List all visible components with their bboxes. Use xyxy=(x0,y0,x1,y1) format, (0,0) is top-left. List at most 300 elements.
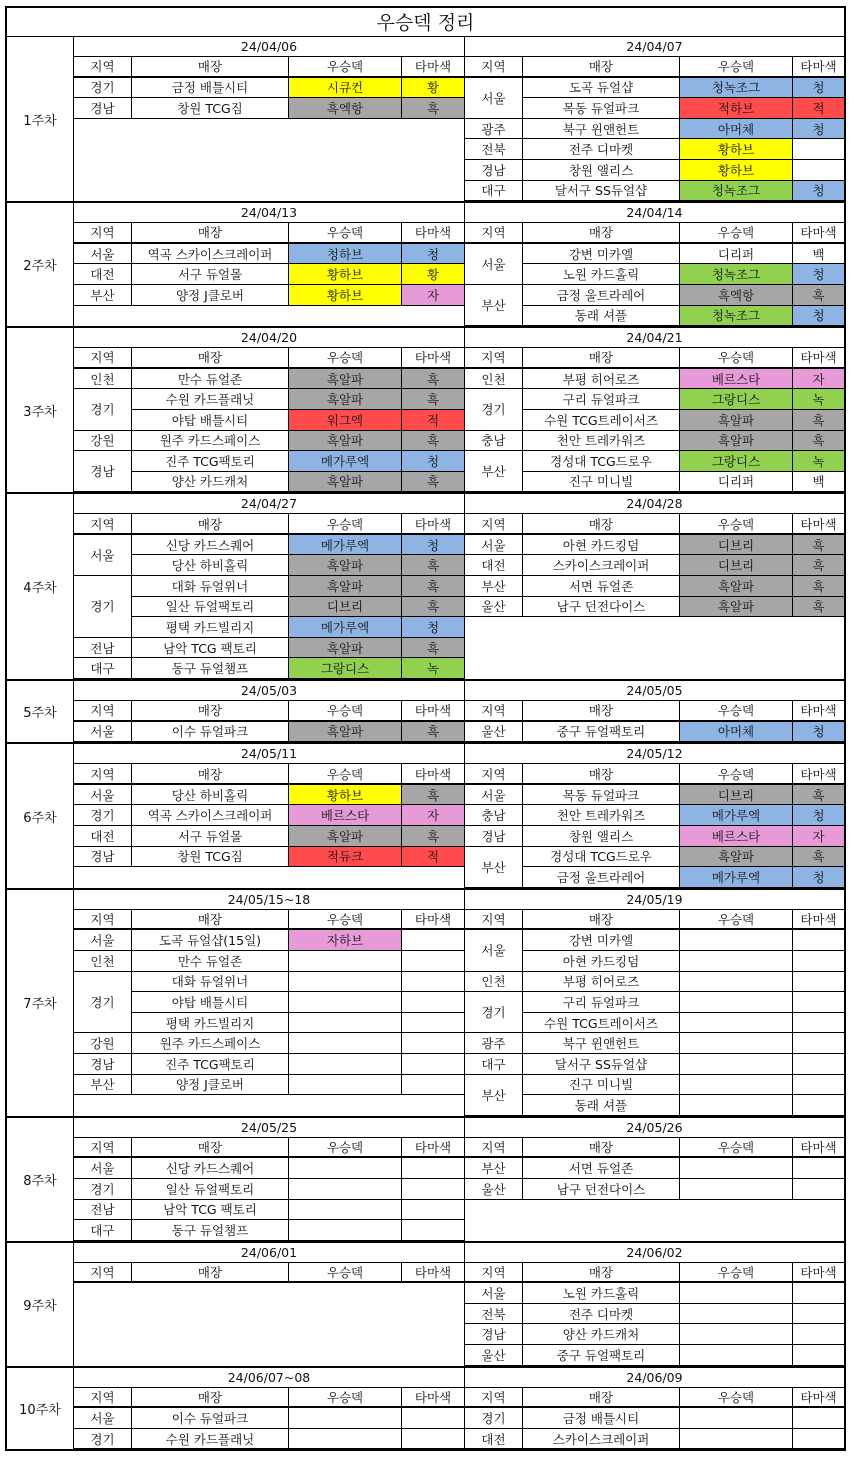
deck-cell xyxy=(680,1075,793,1096)
store-cell: 경성대 TCG드로우 xyxy=(523,451,680,472)
column-header: 지역 xyxy=(74,910,132,931)
store-cell: 이수 듀얼파크 xyxy=(132,1408,289,1429)
tama-color-cell: 청 xyxy=(793,181,844,202)
region-cell: 서울 xyxy=(74,1158,132,1179)
store-cell: 스카이스크레이퍼 xyxy=(523,1429,680,1450)
column-header: 매장 xyxy=(132,348,289,369)
column-header: 타마색 xyxy=(402,764,464,785)
region-cell: 대전 xyxy=(465,555,523,576)
deck-cell xyxy=(289,951,402,972)
column-header: 타마색 xyxy=(793,1263,844,1284)
store-cell: 진주 TCG팩토리 xyxy=(132,451,289,472)
tama-color-cell: 적 xyxy=(402,847,464,868)
tama-color-cell: 청 xyxy=(402,617,464,638)
column-header: 매장 xyxy=(132,514,289,535)
day-section xyxy=(465,203,844,326)
deck-cell xyxy=(680,1033,793,1054)
day-table xyxy=(465,223,844,326)
region-cell: 인천 xyxy=(74,951,132,972)
region-cell: 서울 xyxy=(465,244,523,285)
column-header: 우승덱 xyxy=(680,910,793,931)
tama-color-cell xyxy=(793,139,844,160)
region-cell: 전북 xyxy=(465,1304,523,1325)
region-cell: 서울 xyxy=(465,930,523,971)
column-header: 매장 xyxy=(523,223,680,244)
store-cell: 신당 카드스퀘어 xyxy=(132,535,289,556)
day-date: 24/05/25 xyxy=(74,1118,464,1138)
day-table xyxy=(465,701,844,742)
deck-cell xyxy=(289,1220,402,1241)
day-date: 24/04/14 xyxy=(465,203,844,223)
store-cell: 야탑 배틀시티 xyxy=(132,992,289,1013)
store-cell: 남악 TCG 팩토리 xyxy=(132,638,289,659)
region-cell: 경남 xyxy=(74,1054,132,1075)
store-cell: 동래 셔플 xyxy=(523,1095,680,1116)
store-cell: 중구 듀얼팩토리 xyxy=(523,1345,680,1366)
tama-color-cell: 흑 xyxy=(402,826,464,847)
tama-color-cell xyxy=(793,160,844,181)
column-header: 우승덱 xyxy=(289,910,402,931)
deck-cell: 베르스타 xyxy=(680,826,793,847)
deck-cell: 청녹조그 xyxy=(680,78,793,99)
region-cell: 강원 xyxy=(74,431,132,452)
region-cell: 대구 xyxy=(74,658,132,679)
region-cell: 경기 xyxy=(465,389,523,430)
region-cell: 광주 xyxy=(465,1033,523,1054)
deck-cell: 흑알파 xyxy=(680,847,793,868)
tama-color-cell: 흑 xyxy=(793,847,844,868)
deck-cell: 아머체 xyxy=(680,119,793,140)
column-header: 매장 xyxy=(523,764,680,785)
week-days xyxy=(74,1118,844,1241)
column-header: 타마색 xyxy=(402,1388,464,1409)
store-cell: 남악 TCG 팩토리 xyxy=(132,1200,289,1221)
tama-color-cell: 흑 xyxy=(793,785,844,806)
day-section xyxy=(74,681,465,742)
tama-color-cell: 황 xyxy=(402,78,464,99)
week-days xyxy=(74,37,844,201)
day-section xyxy=(74,890,465,1116)
region-cell: 서울 xyxy=(74,535,132,576)
store-cell: 북구 윈앤헌트 xyxy=(523,1033,680,1054)
day-table xyxy=(465,57,844,201)
store-cell: 강변 미카엘 xyxy=(523,930,680,951)
region-cell: 경기 xyxy=(465,992,523,1033)
region-cell: 서울 xyxy=(465,535,523,556)
region-cell: 서울 xyxy=(74,722,132,743)
week-days xyxy=(74,681,844,742)
tama-color-cell xyxy=(402,992,464,1013)
day-date: 24/06/09 xyxy=(465,1368,844,1388)
region-cell: 대전 xyxy=(465,1429,523,1450)
deck-cell: 흑알파 xyxy=(289,826,402,847)
deck-cell xyxy=(289,1429,402,1450)
column-header: 지역 xyxy=(74,764,132,785)
tama-color-cell: 흑 xyxy=(402,98,464,119)
region-cell: 인천 xyxy=(465,972,523,993)
tama-color-cell xyxy=(793,1179,844,1200)
week-label: 4주차 xyxy=(7,494,74,679)
week-block xyxy=(5,328,846,494)
column-header: 매장 xyxy=(132,1263,289,1284)
column-header: 타마색 xyxy=(793,910,844,931)
deck-cell: 베르스타 xyxy=(680,369,793,390)
column-header: 우승덱 xyxy=(289,514,402,535)
day-table xyxy=(74,1138,464,1241)
column-header: 우승덱 xyxy=(680,514,793,535)
deck-cell xyxy=(680,1095,793,1116)
day-section xyxy=(465,681,844,742)
store-cell: 일산 듀얼팩토리 xyxy=(132,1179,289,1200)
day-table xyxy=(465,764,844,888)
week-label: 1주차 xyxy=(7,37,74,201)
column-header: 우승덱 xyxy=(680,223,793,244)
deck-cell: 흑알파 xyxy=(289,472,402,493)
store-cell: 양산 카드캐처 xyxy=(523,1324,680,1345)
region-cell: 전남 xyxy=(74,1200,132,1221)
day-section xyxy=(465,328,844,492)
column-header: 우승덱 xyxy=(680,57,793,78)
store-cell: 남구 던전다이스 xyxy=(523,1179,680,1200)
column-header: 매장 xyxy=(523,1263,680,1284)
day-date: 24/05/19 xyxy=(465,890,844,910)
tama-color-cell xyxy=(793,1408,844,1429)
day-section xyxy=(465,1118,844,1241)
store-cell: 역곡 스카이스크레이퍼 xyxy=(132,805,289,826)
day-date: 24/05/03 xyxy=(74,681,464,701)
store-cell: 일산 듀얼팩토리 xyxy=(132,597,289,618)
week-label: 6주차 xyxy=(7,744,74,888)
tama-color-cell: 흑 xyxy=(793,555,844,576)
column-header: 매장 xyxy=(523,1388,680,1409)
store-cell: 수원 카드플래닛 xyxy=(132,389,289,410)
column-header: 지역 xyxy=(74,701,132,722)
store-cell: 목동 듀얼파크 xyxy=(523,785,680,806)
deck-cell xyxy=(680,1324,793,1345)
day-section xyxy=(465,1243,844,1366)
deck-cell: 디리퍼 xyxy=(680,472,793,493)
region-cell: 대구 xyxy=(465,1054,523,1075)
deck-cell: 그랑디스 xyxy=(680,451,793,472)
column-header: 타마색 xyxy=(402,223,464,244)
day-date: 24/06/07~08 xyxy=(74,1368,464,1388)
store-cell: 대화 듀얼위너 xyxy=(132,972,289,993)
store-cell: 이수 듀얼파크 xyxy=(132,722,289,743)
deck-cell: 황하브 xyxy=(289,264,402,285)
day-date: 24/04/28 xyxy=(465,494,844,514)
deck-cell xyxy=(680,1283,793,1304)
column-header: 우승덱 xyxy=(289,348,402,369)
store-cell: 부평 히어로즈 xyxy=(523,369,680,390)
column-header: 지역 xyxy=(465,348,523,369)
deck-cell xyxy=(289,1179,402,1200)
store-cell: 남구 던전다이스 xyxy=(523,597,680,618)
region-cell: 서울 xyxy=(465,1283,523,1304)
empty-area xyxy=(465,1200,844,1241)
region-cell: 경기 xyxy=(74,576,132,638)
column-header: 우승덱 xyxy=(289,1138,402,1159)
week-label: 5주차 xyxy=(7,681,74,742)
region-cell: 경남 xyxy=(465,826,523,847)
tama-color-cell: 청 xyxy=(402,451,464,472)
deck-cell: 흑알파 xyxy=(289,389,402,410)
region-cell: 경남 xyxy=(465,1324,523,1345)
day-date: 24/04/21 xyxy=(465,328,844,348)
tama-color-cell xyxy=(793,1158,844,1179)
store-cell: 달서구 SS듀얼샵 xyxy=(523,181,680,202)
region-cell: 경남 xyxy=(74,98,132,119)
region-cell: 경기 xyxy=(74,389,132,430)
deck-cell xyxy=(680,1013,793,1034)
week-label: 10주차 xyxy=(7,1368,74,1450)
store-cell: 야탑 배틀시티 xyxy=(132,410,289,431)
deck-cell: 황하브 xyxy=(289,785,402,806)
region-cell: 울산 xyxy=(465,1345,523,1366)
store-cell: 중구 듀얼팩토리 xyxy=(523,722,680,743)
deck-cell: 워그엑 xyxy=(289,410,402,431)
region-cell: 울산 xyxy=(465,1179,523,1200)
tama-color-cell xyxy=(402,1075,464,1096)
column-header: 우승덱 xyxy=(289,57,402,78)
tama-color-cell: 흑 xyxy=(793,597,844,618)
region-cell: 대구 xyxy=(74,1220,132,1241)
region-cell: 서울 xyxy=(74,244,132,265)
tama-color-cell: 청 xyxy=(793,722,844,743)
day-section xyxy=(74,1243,465,1366)
week-days xyxy=(74,890,844,1116)
column-header: 매장 xyxy=(132,223,289,244)
deck-cell: 흑알파 xyxy=(289,369,402,390)
column-header: 지역 xyxy=(465,910,523,931)
store-cell: 창원 TCG짐 xyxy=(132,98,289,119)
store-cell: 당산 하비홀릭 xyxy=(132,785,289,806)
store-cell: 경성대 TCG드로우 xyxy=(523,847,680,868)
region-cell: 강원 xyxy=(74,1033,132,1054)
region-cell: 대전 xyxy=(74,264,132,285)
day-section xyxy=(465,890,844,1116)
column-header: 지역 xyxy=(465,701,523,722)
store-cell: 전주 디마켓 xyxy=(523,1304,680,1325)
deck-cell: 황하브 xyxy=(680,160,793,181)
tama-color-cell xyxy=(793,1075,844,1096)
deck-cell: 메가루엑 xyxy=(680,867,793,888)
deck-cell: 디브리 xyxy=(680,785,793,806)
deck-cell xyxy=(680,1304,793,1325)
day-date: 24/05/12 xyxy=(465,744,844,764)
region-cell: 인천 xyxy=(465,369,523,390)
region-cell: 부산 xyxy=(465,1075,523,1116)
deck-cell: 메가루엑 xyxy=(289,617,402,638)
deck-cell: 흑엑항 xyxy=(680,285,793,306)
column-header: 우승덱 xyxy=(680,348,793,369)
column-header: 지역 xyxy=(465,1263,523,1284)
deck-cell xyxy=(289,1408,402,1429)
day-date: 24/05/05 xyxy=(465,681,844,701)
tama-color-cell: 흑 xyxy=(402,597,464,618)
deck-cell: 아머체 xyxy=(680,722,793,743)
tama-color-cell: 흑 xyxy=(402,369,464,390)
page-title: 우승덱 정리 xyxy=(5,6,846,37)
region-cell: 경기 xyxy=(74,972,132,1034)
column-header: 매장 xyxy=(132,57,289,78)
column-header: 지역 xyxy=(465,1388,523,1409)
week-label: 7주차 xyxy=(7,890,74,1116)
store-cell: 목동 듀얼파크 xyxy=(523,98,680,119)
region-cell: 부산 xyxy=(74,1075,132,1096)
day-section xyxy=(465,494,844,679)
deck-cell xyxy=(289,1013,402,1034)
tama-color-cell xyxy=(402,1158,464,1179)
tama-color-cell xyxy=(793,972,844,993)
region-cell: 서울 xyxy=(74,1408,132,1429)
column-header: 매장 xyxy=(132,1138,289,1159)
deck-cell: 흑알파 xyxy=(680,431,793,452)
deck-cell: 디브리 xyxy=(680,535,793,556)
tama-color-cell xyxy=(402,972,464,993)
day-section xyxy=(74,37,465,201)
region-cell: 울산 xyxy=(465,597,523,618)
column-header: 지역 xyxy=(74,514,132,535)
store-cell: 도곡 듀얼샵 xyxy=(523,78,680,99)
week-days xyxy=(74,1243,844,1366)
column-header: 우승덱 xyxy=(289,223,402,244)
column-header: 우승덱 xyxy=(680,1263,793,1284)
week-days xyxy=(74,203,844,326)
column-header: 타마색 xyxy=(402,348,464,369)
empty-area xyxy=(74,1095,464,1116)
empty-area xyxy=(465,617,844,679)
tama-color-cell xyxy=(402,1013,464,1034)
region-cell: 서울 xyxy=(74,930,132,951)
day-table xyxy=(74,1388,464,1450)
column-header: 매장 xyxy=(523,348,680,369)
store-cell: 서구 듀얼몰 xyxy=(132,264,289,285)
column-header: 매장 xyxy=(523,57,680,78)
deck-cell xyxy=(680,1345,793,1366)
deck-cell xyxy=(680,951,793,972)
store-cell: 만수 듀얼존 xyxy=(132,951,289,972)
deck-cell: 디브리 xyxy=(680,555,793,576)
deck-cell xyxy=(289,1158,402,1179)
deck-cell: 흑알파 xyxy=(289,576,402,597)
tama-color-cell: 흑 xyxy=(402,722,464,743)
column-header: 우승덱 xyxy=(680,764,793,785)
column-header: 타마색 xyxy=(793,701,844,722)
deck-cell: 흑알파 xyxy=(289,722,402,743)
week-label: 8주차 xyxy=(7,1118,74,1241)
store-cell: 구리 듀얼파크 xyxy=(523,389,680,410)
column-header: 타마색 xyxy=(793,223,844,244)
store-cell: 원주 카드스페이스 xyxy=(132,431,289,452)
tama-color-cell xyxy=(793,951,844,972)
store-cell: 서면 듀얼존 xyxy=(523,1158,680,1179)
day-table xyxy=(465,1263,844,1366)
column-header: 매장 xyxy=(523,1138,680,1159)
column-header: 타마색 xyxy=(793,1388,844,1409)
deck-cell: 흑알파 xyxy=(289,555,402,576)
tama-color-cell: 흑 xyxy=(402,472,464,493)
column-header: 지역 xyxy=(465,223,523,244)
deck-cell xyxy=(680,1179,793,1200)
week-block xyxy=(5,1118,846,1243)
tama-color-cell: 자 xyxy=(402,805,464,826)
region-cell: 부산 xyxy=(465,451,523,492)
tama-color-cell xyxy=(793,1345,844,1366)
store-cell: 평택 카드빌리지 xyxy=(132,1013,289,1034)
region-cell: 대구 xyxy=(465,181,523,202)
column-header: 타마색 xyxy=(402,1263,464,1284)
store-cell: 수원 TCG트레이서즈 xyxy=(523,1013,680,1034)
week-block xyxy=(5,744,846,890)
week-days xyxy=(74,1368,844,1450)
deck-cell: 그랑디스 xyxy=(680,389,793,410)
tama-color-cell xyxy=(402,1179,464,1200)
tama-color-cell: 녹 xyxy=(793,451,844,472)
tama-color-cell: 적 xyxy=(793,98,844,119)
column-header: 타마색 xyxy=(793,764,844,785)
tama-color-cell: 청 xyxy=(793,867,844,888)
column-header: 지역 xyxy=(465,514,523,535)
store-cell: 양정 J클로버 xyxy=(132,1075,289,1096)
tama-color-cell: 흑 xyxy=(402,389,464,410)
deck-cell xyxy=(680,972,793,993)
day-date: 24/05/15~18 xyxy=(74,890,464,910)
column-header: 타마색 xyxy=(793,57,844,78)
deck-cell xyxy=(289,1200,402,1221)
region-cell: 충남 xyxy=(465,805,523,826)
region-cell: 경기 xyxy=(74,1429,132,1450)
deck-cell: 그랑디스 xyxy=(289,658,402,679)
week-block xyxy=(5,1368,846,1452)
tama-color-cell xyxy=(793,1429,844,1450)
day-table xyxy=(74,701,464,742)
deck-cell: 적하브 xyxy=(680,98,793,119)
store-cell: 스카이스크레이퍼 xyxy=(523,555,680,576)
day-table xyxy=(74,1263,464,1366)
deck-cell: 흑알파 xyxy=(680,576,793,597)
day-date: 24/06/01 xyxy=(74,1243,464,1263)
store-cell: 원주 카드스페이스 xyxy=(132,1033,289,1054)
store-cell: 전주 디마켓 xyxy=(523,139,680,160)
tama-color-cell xyxy=(402,1033,464,1054)
column-header: 우승덱 xyxy=(680,701,793,722)
column-header: 매장 xyxy=(132,701,289,722)
tama-color-cell xyxy=(402,951,464,972)
column-header: 타마색 xyxy=(793,514,844,535)
week-block xyxy=(5,681,846,744)
deck-cell xyxy=(289,1075,402,1096)
tama-color-cell: 청 xyxy=(793,119,844,140)
store-cell: 도곡 듀얼샵(15일) xyxy=(132,930,289,951)
region-cell: 경기 xyxy=(465,1408,523,1429)
day-table xyxy=(465,514,844,679)
store-cell: 창원 앨리스 xyxy=(523,160,680,181)
deck-cell: 베르스타 xyxy=(289,805,402,826)
deck-cell: 흑엑항 xyxy=(289,98,402,119)
tama-color-cell: 청 xyxy=(793,264,844,285)
store-cell: 수원 TCG트레이서즈 xyxy=(523,410,680,431)
deck-cell: 청녹조그 xyxy=(680,306,793,327)
column-header: 우승덱 xyxy=(680,1388,793,1409)
tama-color-cell xyxy=(793,1013,844,1034)
column-header: 매장 xyxy=(132,764,289,785)
store-cell: 금정 배틀시티 xyxy=(523,1408,680,1429)
store-cell: 구리 듀얼파크 xyxy=(523,992,680,1013)
tama-color-cell: 백 xyxy=(793,472,844,493)
day-table xyxy=(74,348,464,492)
deck-cell xyxy=(680,1408,793,1429)
store-cell: 동구 듀얼챔프 xyxy=(132,1220,289,1241)
